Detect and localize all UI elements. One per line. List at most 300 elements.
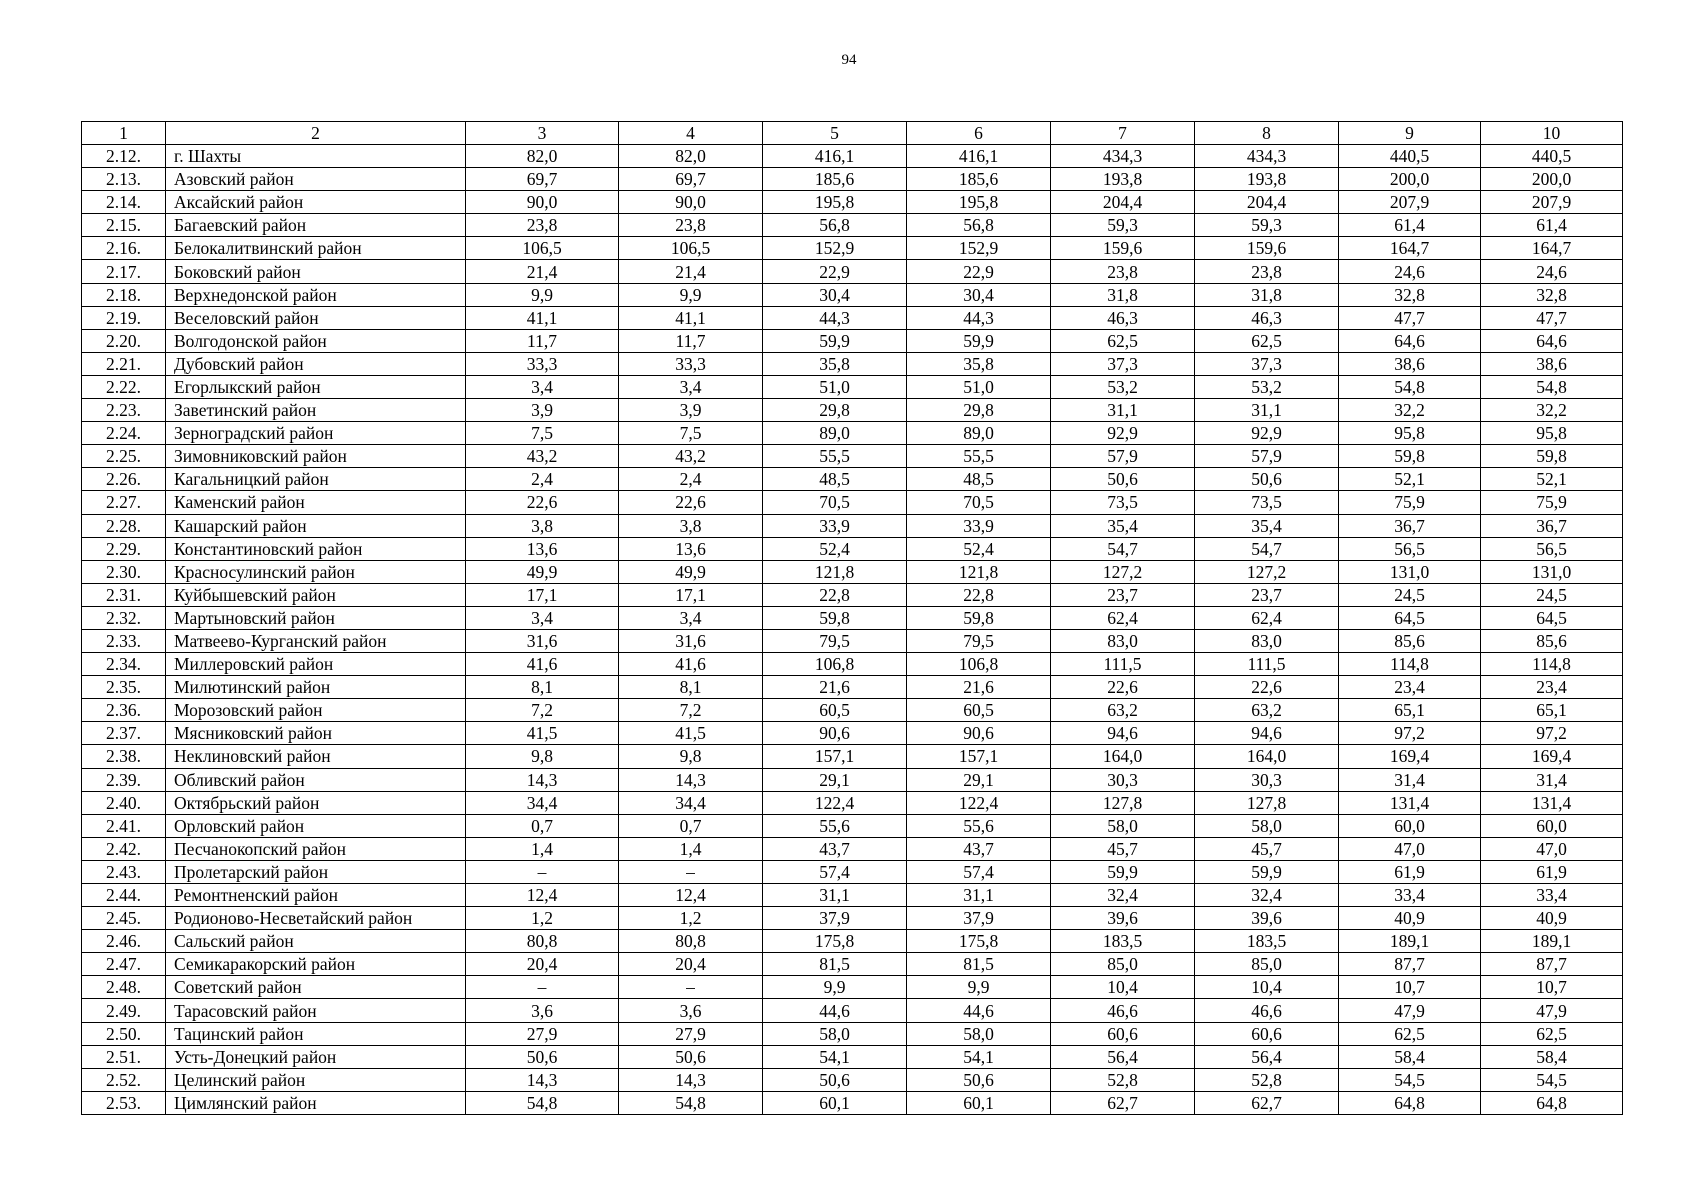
value-col-10: 60,0 [1481, 814, 1623, 837]
value-col-3: 2,4 [466, 468, 619, 491]
row-number: 2.46. [82, 930, 166, 953]
value-col-3: 34,4 [466, 791, 619, 814]
table-row [82, 629, 1623, 652]
value-col-9: 54,5 [1339, 1068, 1481, 1091]
value-col-3: 3,6 [466, 999, 619, 1022]
value-col-4: 3,6 [619, 999, 763, 1022]
table-row [82, 676, 1623, 699]
value-col-5: 50,6 [763, 1068, 907, 1091]
district-name: Целинский район [166, 1068, 466, 1091]
value-col-5: 59,9 [763, 329, 907, 352]
value-col-8: 54,7 [1195, 537, 1339, 560]
district-name: Орловский район [166, 814, 466, 837]
value-col-8: 37,3 [1195, 352, 1339, 375]
value-col-5: 51,0 [763, 375, 907, 398]
district-name: Аксайский район [166, 191, 466, 214]
value-col-6: 50,6 [907, 1068, 1051, 1091]
value-col-8: 23,7 [1195, 583, 1339, 606]
value-col-3: 49,9 [466, 560, 619, 583]
data-table [81, 121, 1623, 1115]
value-col-4: 34,4 [619, 791, 763, 814]
value-col-3: 50,6 [466, 1045, 619, 1068]
value-col-9: 47,9 [1339, 999, 1481, 1022]
value-col-7: 45,7 [1051, 837, 1195, 860]
value-col-4: 41,6 [619, 653, 763, 676]
value-col-8: 204,4 [1195, 191, 1339, 214]
value-col-10: 33,4 [1481, 884, 1623, 907]
value-col-8: 59,9 [1195, 860, 1339, 883]
district-name: Егорлыкский район [166, 375, 466, 398]
row-number: 2.27. [82, 491, 166, 514]
value-col-6: 70,5 [907, 491, 1051, 514]
value-col-10: 47,0 [1481, 837, 1623, 860]
value-col-5: 175,8 [763, 930, 907, 953]
value-col-5: 157,1 [763, 745, 907, 768]
value-col-9: 54,8 [1339, 375, 1481, 398]
value-col-7: 434,3 [1051, 145, 1195, 168]
value-col-4: 14,3 [619, 1068, 763, 1091]
value-col-3: 11,7 [466, 329, 619, 352]
value-col-9: 32,8 [1339, 283, 1481, 306]
district-name: Родионово-Несветайский район [166, 907, 466, 930]
value-col-10: 10,7 [1481, 976, 1623, 999]
row-number: 2.22. [82, 375, 166, 398]
value-col-4: 2,4 [619, 468, 763, 491]
value-col-4: 3,8 [619, 514, 763, 537]
value-col-6: 60,1 [907, 1091, 1051, 1114]
value-col-5: 33,9 [763, 514, 907, 537]
value-col-4: 41,5 [619, 722, 763, 745]
value-col-4: 106,5 [619, 237, 763, 260]
table-row [82, 791, 1623, 814]
value-col-9: 97,2 [1339, 722, 1481, 745]
value-col-4: 8,1 [619, 676, 763, 699]
value-col-3: 54,8 [466, 1091, 619, 1114]
value-col-7: 10,4 [1051, 976, 1195, 999]
district-name: Тацинский район [166, 1022, 466, 1045]
value-col-10: 61,9 [1481, 860, 1623, 883]
value-col-4: 17,1 [619, 583, 763, 606]
value-col-7: 46,3 [1051, 306, 1195, 329]
value-col-4: 20,4 [619, 953, 763, 976]
value-col-9: 65,1 [1339, 699, 1481, 722]
value-col-10: 40,9 [1481, 907, 1623, 930]
table-row [82, 653, 1623, 676]
row-number: 2.37. [82, 722, 166, 745]
value-col-3: 41,6 [466, 653, 619, 676]
value-col-10: 189,1 [1481, 930, 1623, 953]
value-col-4: 3,9 [619, 399, 763, 422]
value-col-4: 90,0 [619, 191, 763, 214]
header-cell: 6 [907, 122, 1051, 145]
value-col-8: 57,9 [1195, 445, 1339, 468]
value-col-4: 43,2 [619, 445, 763, 468]
district-name: Верхнедонской район [166, 283, 466, 306]
table-row [82, 1045, 1623, 1068]
value-col-8: 10,4 [1195, 976, 1339, 999]
value-col-6: 185,6 [907, 168, 1051, 191]
table-row [82, 745, 1623, 768]
district-name: Константиновский район [166, 537, 466, 560]
district-name: Матвеево-Курганский район [166, 629, 466, 652]
district-name: Милютинский район [166, 676, 466, 699]
district-name: Зерноградский район [166, 422, 466, 445]
value-col-8: 73,5 [1195, 491, 1339, 514]
table-row [82, 491, 1623, 514]
row-number: 2.21. [82, 352, 166, 375]
table-row [82, 283, 1623, 306]
value-col-4: 82,0 [619, 145, 763, 168]
district-name: Обливский район [166, 768, 466, 791]
value-col-10: 114,8 [1481, 653, 1623, 676]
value-col-7: 73,5 [1051, 491, 1195, 514]
value-col-6: 54,1 [907, 1045, 1051, 1068]
value-col-4: 0,7 [619, 814, 763, 837]
row-number: 2.51. [82, 1045, 166, 1068]
value-col-4: 3,4 [619, 375, 763, 398]
district-name: Сальский район [166, 930, 466, 953]
row-number: 2.43. [82, 860, 166, 883]
value-col-5: 31,1 [763, 884, 907, 907]
value-col-7: 159,6 [1051, 237, 1195, 260]
value-col-5: 55,6 [763, 814, 907, 837]
value-col-6: 52,4 [907, 537, 1051, 560]
table-row [82, 537, 1623, 560]
value-col-10: 23,4 [1481, 676, 1623, 699]
row-number: 2.13. [82, 168, 166, 191]
value-col-5: 90,6 [763, 722, 907, 745]
table-row [82, 514, 1623, 537]
value-col-6: 31,1 [907, 884, 1051, 907]
value-col-7: 39,6 [1051, 907, 1195, 930]
row-number: 2.17. [82, 260, 166, 283]
value-col-6: 33,9 [907, 514, 1051, 537]
value-col-3: 31,6 [466, 629, 619, 652]
value-col-8: 62,7 [1195, 1091, 1339, 1114]
value-col-3: 3,9 [466, 399, 619, 422]
value-col-8: 45,7 [1195, 837, 1339, 860]
value-col-5: 35,8 [763, 352, 907, 375]
district-name: Дубовский район [166, 352, 466, 375]
value-col-7: 164,0 [1051, 745, 1195, 768]
value-col-4: 27,9 [619, 1022, 763, 1045]
row-number: 2.47. [82, 953, 166, 976]
value-col-6: 79,5 [907, 629, 1051, 652]
header-cell: 7 [1051, 122, 1195, 145]
value-col-6: 60,5 [907, 699, 1051, 722]
value-col-4: 12,4 [619, 884, 763, 907]
value-col-5: 56,8 [763, 214, 907, 237]
value-col-9: 24,6 [1339, 260, 1481, 283]
table-row [82, 976, 1623, 999]
value-col-7: 23,7 [1051, 583, 1195, 606]
value-col-5: 121,8 [763, 560, 907, 583]
value-col-8: 183,5 [1195, 930, 1339, 953]
value-col-4: 31,6 [619, 629, 763, 652]
value-col-4: 80,8 [619, 930, 763, 953]
value-col-9: 164,7 [1339, 237, 1481, 260]
header-cell: 5 [763, 122, 907, 145]
value-col-9: 200,0 [1339, 168, 1481, 191]
value-col-3: 80,8 [466, 930, 619, 953]
table-row [82, 260, 1623, 283]
value-col-3: 22,6 [466, 491, 619, 514]
value-col-7: 127,8 [1051, 791, 1195, 814]
district-name: Морозовский район [166, 699, 466, 722]
value-col-10: 87,7 [1481, 953, 1623, 976]
value-col-7: 22,6 [1051, 676, 1195, 699]
value-col-9: 52,1 [1339, 468, 1481, 491]
value-col-8: 127,8 [1195, 791, 1339, 814]
table-row [82, 445, 1623, 468]
table-row [82, 306, 1623, 329]
table-row [82, 329, 1623, 352]
value-col-6: 89,0 [907, 422, 1051, 445]
row-number: 2.52. [82, 1068, 166, 1091]
table-row [82, 768, 1623, 791]
value-col-5: 48,5 [763, 468, 907, 491]
value-col-10: 85,6 [1481, 629, 1623, 652]
value-col-9: 64,6 [1339, 329, 1481, 352]
value-col-4: 1,4 [619, 837, 763, 860]
value-col-4: 13,6 [619, 537, 763, 560]
value-col-8: 60,6 [1195, 1022, 1339, 1045]
value-col-3: 7,2 [466, 699, 619, 722]
value-col-6: 22,8 [907, 583, 1051, 606]
table-row [82, 237, 1623, 260]
value-col-10: 59,8 [1481, 445, 1623, 468]
value-col-8: 434,3 [1195, 145, 1339, 168]
value-col-6: 56,8 [907, 214, 1051, 237]
value-col-7: 59,3 [1051, 214, 1195, 237]
value-col-7: 94,6 [1051, 722, 1195, 745]
district-name: Тарасовский район [166, 999, 466, 1022]
table-row [82, 722, 1623, 745]
value-col-5: 55,5 [763, 445, 907, 468]
value-col-7: 59,9 [1051, 860, 1195, 883]
value-col-3: 106,5 [466, 237, 619, 260]
value-col-6: 152,9 [907, 237, 1051, 260]
value-col-9: 58,4 [1339, 1045, 1481, 1068]
table-row [82, 999, 1623, 1022]
value-col-5: 52,4 [763, 537, 907, 560]
district-name: Мясниковский район [166, 722, 466, 745]
district-name: Веселовский район [166, 306, 466, 329]
value-col-3: 21,4 [466, 260, 619, 283]
value-col-7: 37,3 [1051, 352, 1195, 375]
value-col-6: 57,4 [907, 860, 1051, 883]
value-col-6: 81,5 [907, 953, 1051, 976]
value-col-5: 44,3 [763, 306, 907, 329]
value-col-6: 175,8 [907, 930, 1051, 953]
value-col-10: 95,8 [1481, 422, 1623, 445]
value-col-7: 31,8 [1051, 283, 1195, 306]
value-col-8: 31,8 [1195, 283, 1339, 306]
value-col-3: 3,8 [466, 514, 619, 537]
value-col-10: 52,1 [1481, 468, 1623, 491]
row-number: 2.38. [82, 745, 166, 768]
value-col-6: 44,3 [907, 306, 1051, 329]
value-col-9: 56,5 [1339, 537, 1481, 560]
value-col-6: 122,4 [907, 791, 1051, 814]
value-col-10: 36,7 [1481, 514, 1623, 537]
value-col-5: 29,8 [763, 399, 907, 422]
row-number: 2.35. [82, 676, 166, 699]
district-name: Ремонтненский район [166, 884, 466, 907]
value-col-8: 59,3 [1195, 214, 1339, 237]
value-col-5: 54,1 [763, 1045, 907, 1068]
value-col-8: 111,5 [1195, 653, 1339, 676]
value-col-4: – [619, 976, 763, 999]
header-cell: 3 [466, 122, 619, 145]
value-col-9: 62,5 [1339, 1022, 1481, 1045]
value-col-10: 131,4 [1481, 791, 1623, 814]
value-col-10: 58,4 [1481, 1045, 1623, 1068]
value-col-5: 21,6 [763, 676, 907, 699]
value-col-10: 47,9 [1481, 999, 1623, 1022]
value-col-4: 41,1 [619, 306, 763, 329]
row-number: 2.33. [82, 629, 166, 652]
value-col-9: 131,4 [1339, 791, 1481, 814]
value-col-10: 440,5 [1481, 145, 1623, 168]
value-col-7: 83,0 [1051, 629, 1195, 652]
value-col-4: 7,5 [619, 422, 763, 445]
value-col-10: 24,5 [1481, 583, 1623, 606]
value-col-3: 27,9 [466, 1022, 619, 1045]
district-name: Неклиновский район [166, 745, 466, 768]
page-number: 94 [841, 52, 857, 68]
value-col-4: 3,4 [619, 606, 763, 629]
value-col-8: 127,2 [1195, 560, 1339, 583]
value-col-9: 95,8 [1339, 422, 1481, 445]
header-cell: 2 [166, 122, 466, 145]
value-col-10: 54,5 [1481, 1068, 1623, 1091]
table-row [82, 1022, 1623, 1045]
table-row [82, 583, 1623, 606]
row-number: 2.31. [82, 583, 166, 606]
district-name: Мартыновский район [166, 606, 466, 629]
value-col-6: 9,9 [907, 976, 1051, 999]
value-col-6: 43,7 [907, 837, 1051, 860]
value-col-5: 22,9 [763, 260, 907, 283]
value-col-5: 122,4 [763, 791, 907, 814]
value-col-3: 1,4 [466, 837, 619, 860]
value-col-8: 35,4 [1195, 514, 1339, 537]
value-col-10: 97,2 [1481, 722, 1623, 745]
district-name: Кагальницкий район [166, 468, 466, 491]
row-number: 2.24. [82, 422, 166, 445]
district-name: Усть-Донецкий район [166, 1045, 466, 1068]
header-cell: 4 [619, 122, 763, 145]
row-number: 2.12. [82, 145, 166, 168]
value-col-8: 58,0 [1195, 814, 1339, 837]
row-number: 2.23. [82, 399, 166, 422]
value-col-3: 14,3 [466, 1068, 619, 1091]
value-col-3: 82,0 [466, 145, 619, 168]
value-col-8: 46,6 [1195, 999, 1339, 1022]
row-number: 2.44. [82, 884, 166, 907]
district-name: Азовский район [166, 168, 466, 191]
value-col-5: 89,0 [763, 422, 907, 445]
value-col-3: 8,1 [466, 676, 619, 699]
value-col-10: 64,5 [1481, 606, 1623, 629]
value-col-7: 56,4 [1051, 1045, 1195, 1068]
value-col-9: 60,0 [1339, 814, 1481, 837]
value-col-9: 10,7 [1339, 976, 1481, 999]
value-col-3: 17,1 [466, 583, 619, 606]
value-col-7: 85,0 [1051, 953, 1195, 976]
value-col-7: 63,2 [1051, 699, 1195, 722]
value-col-4: 33,3 [619, 352, 763, 375]
value-col-7: 57,9 [1051, 445, 1195, 468]
row-number: 2.40. [82, 791, 166, 814]
value-col-5: 44,6 [763, 999, 907, 1022]
value-col-5: 152,9 [763, 237, 907, 260]
value-col-9: 33,4 [1339, 884, 1481, 907]
value-col-9: 169,4 [1339, 745, 1481, 768]
table-row [82, 814, 1623, 837]
value-col-8: 46,3 [1195, 306, 1339, 329]
value-col-10: 61,4 [1481, 214, 1623, 237]
value-col-10: 31,4 [1481, 768, 1623, 791]
value-col-3: 14,3 [466, 768, 619, 791]
value-col-4: 23,8 [619, 214, 763, 237]
value-col-3: 1,2 [466, 907, 619, 930]
district-name: г. Шахты [166, 145, 466, 168]
value-col-7: 62,7 [1051, 1091, 1195, 1114]
value-col-8: 30,3 [1195, 768, 1339, 791]
value-col-4: 49,9 [619, 560, 763, 583]
district-name: Кашарский район [166, 514, 466, 537]
value-col-10: 65,1 [1481, 699, 1623, 722]
value-col-7: 62,5 [1051, 329, 1195, 352]
district-name: Заветинский район [166, 399, 466, 422]
table-body [82, 122, 1623, 1115]
row-number: 2.48. [82, 976, 166, 999]
value-col-7: 111,5 [1051, 653, 1195, 676]
value-col-9: 189,1 [1339, 930, 1481, 953]
value-col-6: 55,5 [907, 445, 1051, 468]
table-row [82, 860, 1623, 883]
value-col-3: 9,8 [466, 745, 619, 768]
value-col-10: 32,2 [1481, 399, 1623, 422]
table-row [82, 145, 1623, 168]
value-col-10: 200,0 [1481, 168, 1623, 191]
district-name: Цимлянский район [166, 1091, 466, 1114]
table-row [82, 907, 1623, 930]
value-col-10: 24,6 [1481, 260, 1623, 283]
value-col-3: 12,4 [466, 884, 619, 907]
value-col-10: 32,8 [1481, 283, 1623, 306]
value-col-4: 9,9 [619, 283, 763, 306]
value-col-3: – [466, 860, 619, 883]
value-col-8: 32,4 [1195, 884, 1339, 907]
value-col-10: 54,8 [1481, 375, 1623, 398]
header-row [82, 122, 1623, 145]
value-col-3: 3,4 [466, 606, 619, 629]
district-name: Пролетарский район [166, 860, 466, 883]
value-col-8: 22,6 [1195, 676, 1339, 699]
value-col-8: 31,1 [1195, 399, 1339, 422]
table-row [82, 468, 1623, 491]
value-col-8: 159,6 [1195, 237, 1339, 260]
row-number: 2.50. [82, 1022, 166, 1045]
row-number: 2.34. [82, 653, 166, 676]
value-col-7: 60,6 [1051, 1022, 1195, 1045]
value-col-6: 44,6 [907, 999, 1051, 1022]
value-col-4: 7,2 [619, 699, 763, 722]
table-row [82, 1068, 1623, 1091]
